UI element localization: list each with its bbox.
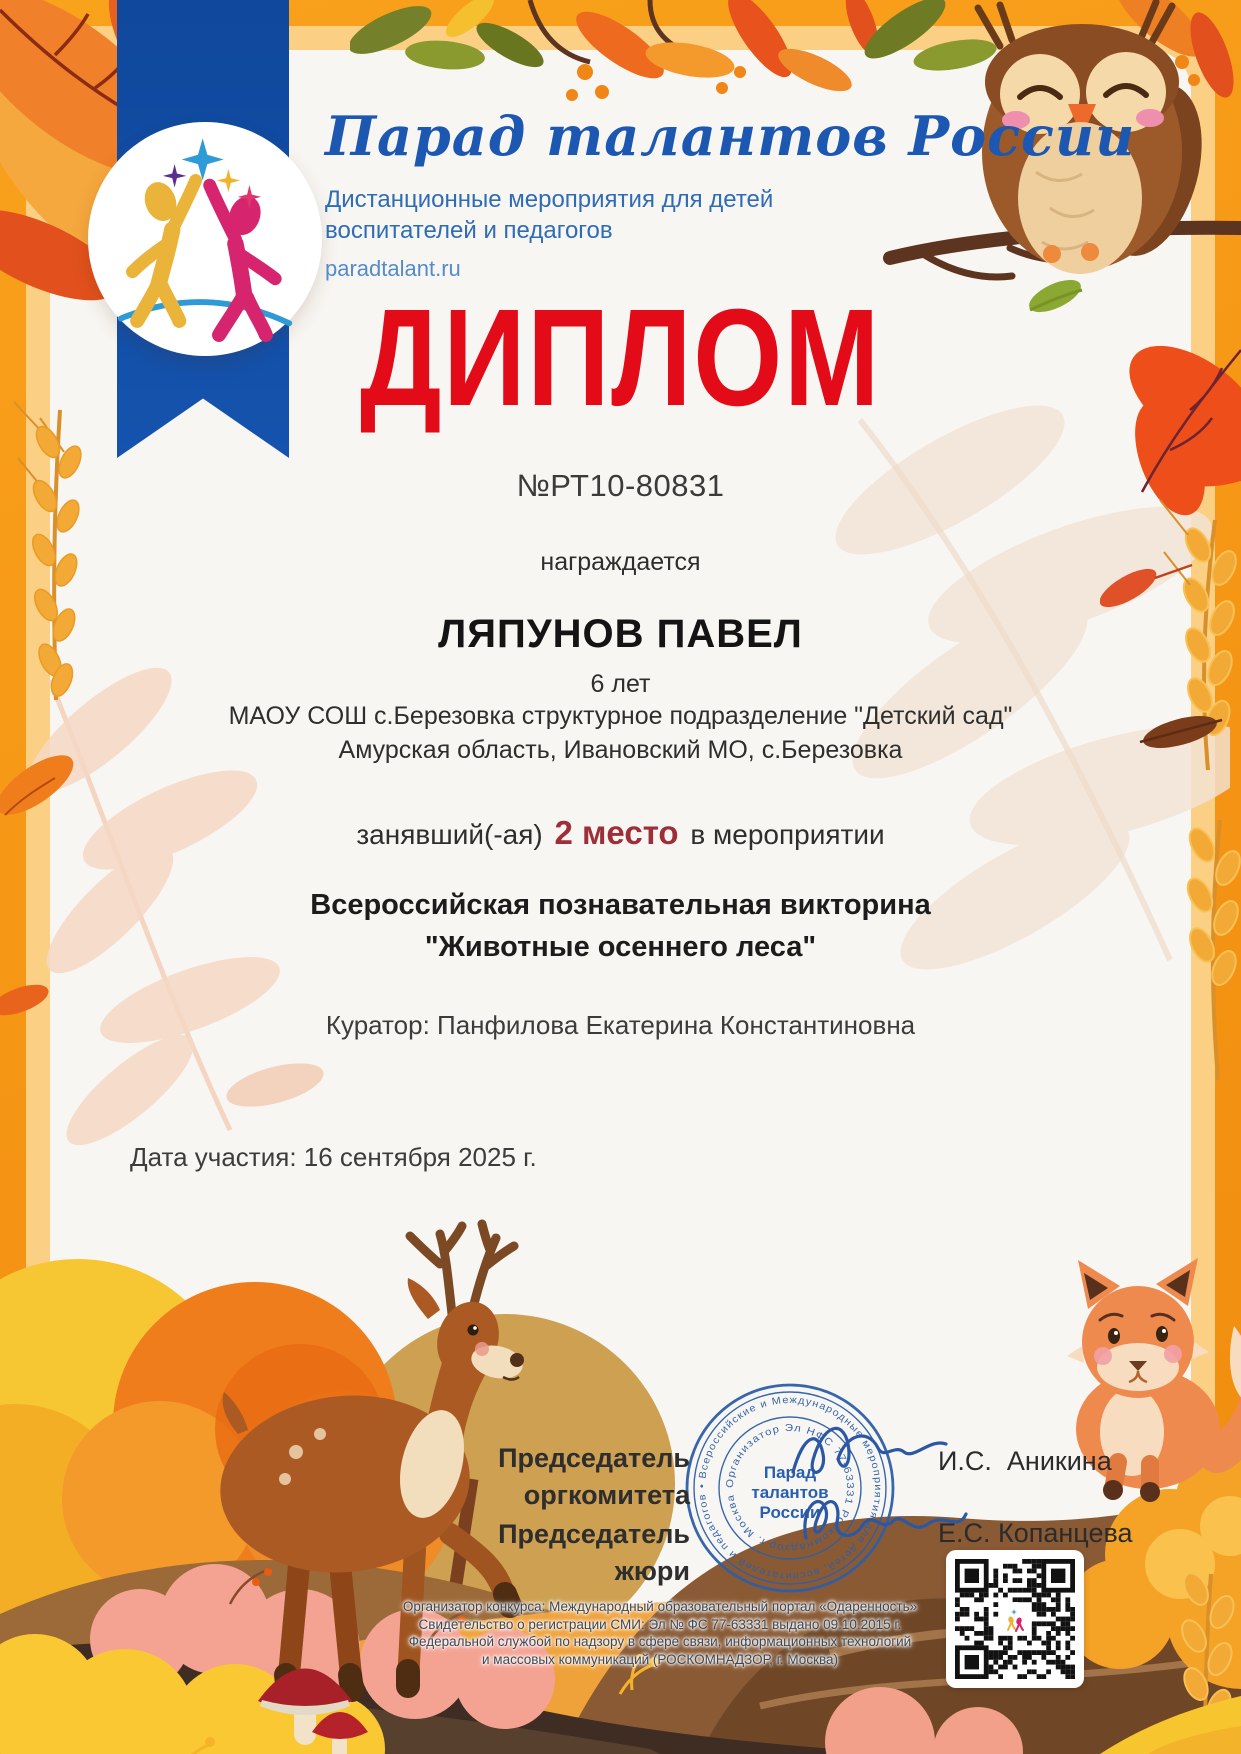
chairman-orgcommittee-label: Председатель оргкомитета <box>498 1443 690 1510</box>
stamp-outer-ring-text: • Всероссийские и Международные мероприятия для детей, воспитателей и педагогов <box>696 1394 884 1582</box>
brand-title: Парад талантов России <box>325 104 1136 168</box>
diploma-title: ДИПЛОМ <box>359 281 882 435</box>
diploma-number: №РТ10-80831 <box>516 468 725 503</box>
brand-website: paradtalant.ru <box>325 256 461 281</box>
stamp-center-line3: России <box>759 1503 821 1522</box>
brand-subtitle-line2: воспитателей и педагогов <box>325 217 613 244</box>
signature-kopantseva <box>796 1486 971 1558</box>
stamp-center-line1: Парад <box>763 1463 817 1482</box>
stamp-inner-ring-text: Организатор Эл НФС 77-63331 Роскомнадзор г. Москва <box>724 1422 856 1554</box>
signature-anikina <box>788 1414 953 1492</box>
recipient-school: МАОУ СОШ с.Березовка структурное подразделение "Детский сад" <box>228 702 1013 730</box>
placement-line <box>70 814 1171 852</box>
footer-line3: Федеральной службой по надзору в сфере связи, информационных технологий <box>408 1634 912 1649</box>
recipient-name: ЛЯПУНОВ ПАВЕЛ <box>438 612 803 656</box>
recipient-age: 6 лет <box>590 670 651 698</box>
recipient-location: Амурская область, Ивановский МО, с.Березовка <box>338 736 903 764</box>
official-name-kopantseva: Е.С. Копанцева <box>938 1518 1133 1548</box>
awarded-label: награждается <box>540 548 701 576</box>
footer-line2: Свидетельство о регистрации СМИ: Эл № ФС 77-63331 выдано 09.10.2015 г. <box>418 1616 902 1632</box>
placement-prefix: занявший(-ая) <box>356 819 543 850</box>
footer-legal-text <box>290 1598 1030 1668</box>
footer-line4: и массовых коммуникаций (РОСКОМНАДЗОР, г. Москва) <box>482 1651 838 1667</box>
brand-subtitle <box>325 184 1135 246</box>
participation-date: Дата участия: 16 сентября 2025 г. <box>130 1142 537 1172</box>
placement-suffix: в мероприятии <box>690 819 885 850</box>
official-name-anikina: И.С. Аникина <box>938 1446 1112 1476</box>
chairman-jury-label: Председатель жюри <box>498 1519 690 1586</box>
brand-subtitle-line1: Дистанционные мероприятия для детей <box>325 186 774 213</box>
stamp-center-line2: талантов <box>751 1483 829 1502</box>
curator-line: Куратор: Панфилова Екатерина Константиновна <box>325 1010 916 1040</box>
footer-line1: Организатор конкурса: Международный образовательный портал «Одаренность» <box>402 1599 918 1614</box>
brand-header <box>325 104 1135 282</box>
placement-value: 2 место <box>554 814 679 851</box>
event-title: Всероссийская познавательная викторина "Животные осеннего леса" <box>310 889 931 963</box>
